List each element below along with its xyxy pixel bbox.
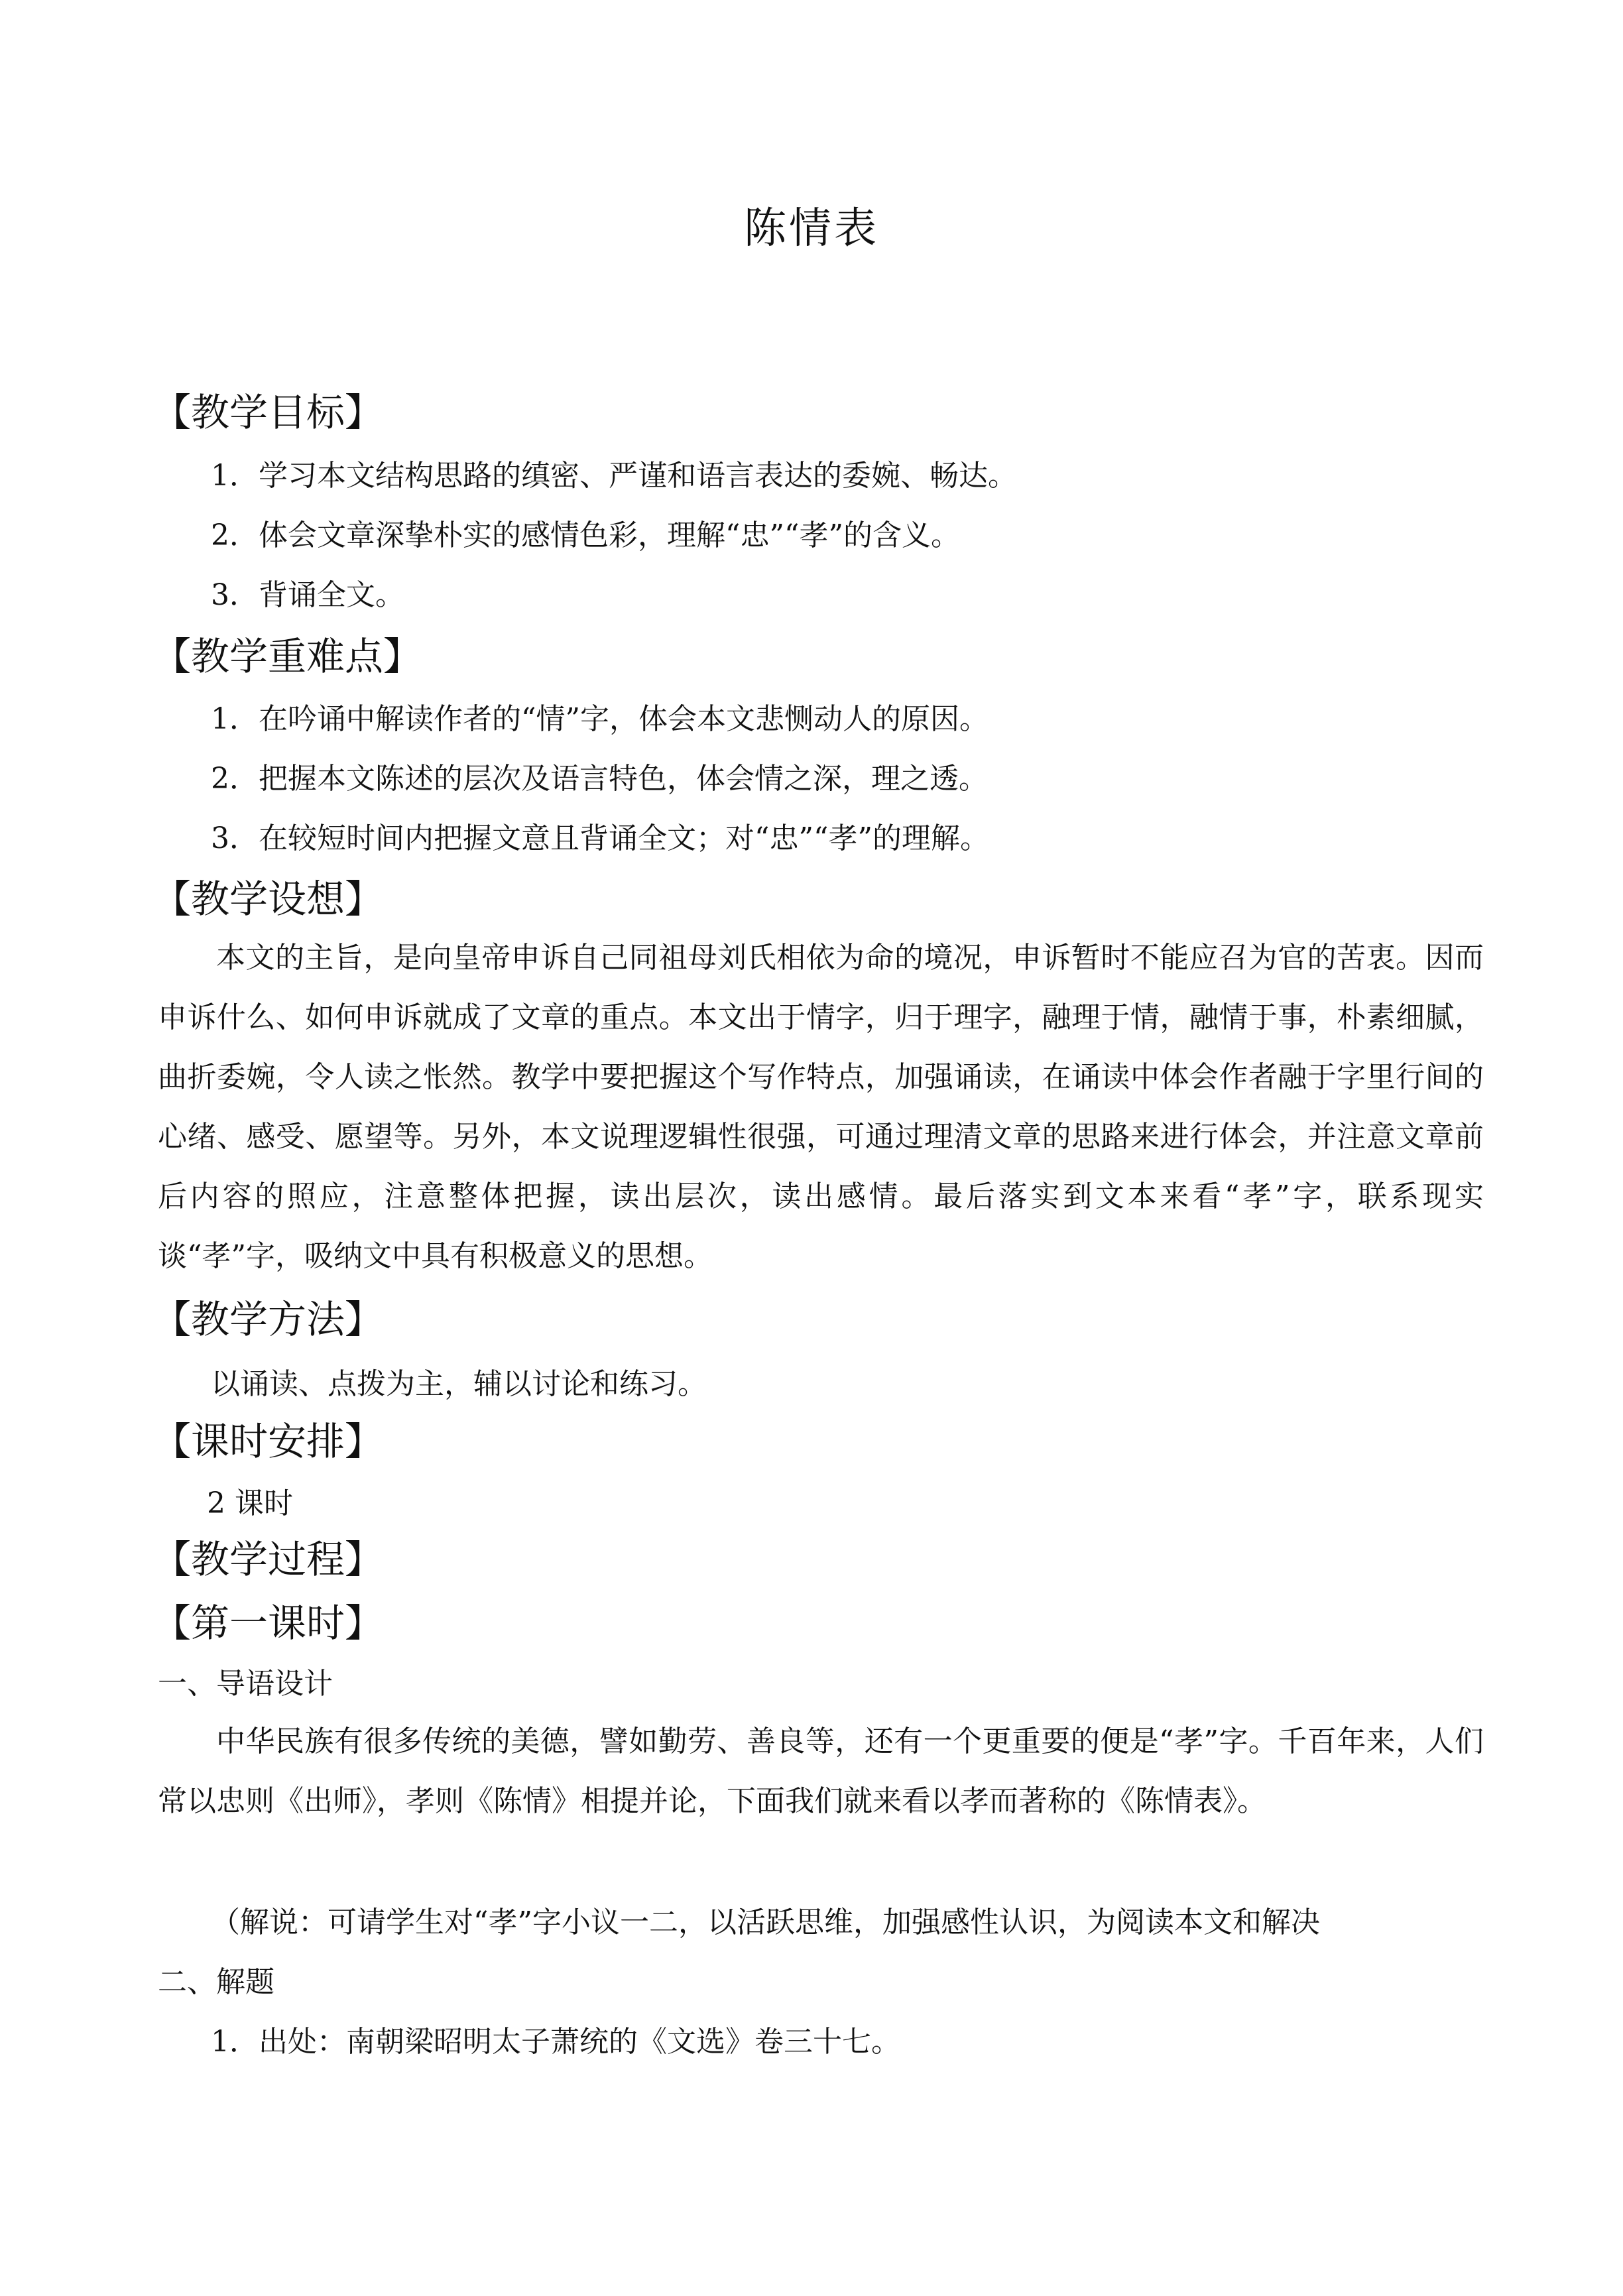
section-heading-design: 【教学设想】 [152,876,384,922]
key-point-item-2: 2．把握本文陈述的层次及语言特色，体会情之深，理之透。 [211,762,988,796]
section-heading-schedule: 【课时安排】 [152,1419,384,1464]
objective-item-2: 2．体会文章深挚朴实的感情色彩，理解“忠”“孝”的含义。 [211,518,960,552]
intro-paragraph: 中华民族有很多传统的美德，譬如勤劳、善良等，还有一个更重要的便是“孝”字。千百年来，人们常以忠则《出师》，孝则《陈情》相提并论，下面我们就来看以孝而著称的《陈情表》。 [158,1724,1484,1818]
objective-item-1: 1．学习本文结构思路的缜密、严谨和语言表达的委婉、畅达。 [211,459,1017,493]
section-heading-lesson1: 【第一课时】 [152,1601,384,1646]
key-point-item-3: 3．在较短时间内把握文意且背诵全文；对“忠”“孝”的理解。 [211,821,989,855]
schedule-text: 2 课时 [207,1486,293,1520]
topic-title: 二、解题 [158,1965,274,1999]
section-heading-method: 【教学方法】 [152,1297,384,1342]
section-heading-process: 【教学过程】 [152,1537,384,1582]
key-point-item-1: 1．在吟诵中解读作者的“情”字，体会本文悲恻动人的原因。 [211,702,989,736]
section-heading-key-points: 【教学重难点】 [152,634,422,679]
design-paragraph: 本文的主旨，是向皇帝申诉自己同祖母刘氏相依为命的境况，申诉暂时不能应召为官的苦衷。因而申诉什么、如何申诉就成了文章的重点。本文出于情字，归于理字，融理于情，融情于事，朴素细腻，曲折委婉，令人读之怅然。教学中要把握这个写作特点，加强诵读，在诵读中体会作者融于字里行间的心绪、感受、愿望等。另外，本文说理逻辑性很强，可通过理清文章的思路来进行体会，并注意文章前后内容的照应，注意整体把握，读出层次，读出感情。最后落实到文本来看“孝”字，联系现实谈“孝”字，吸纳文中具有积极意义的思想。 [158,941,1484,1273]
method-text: 以诵读、点拨为主，辅以讨论和练习。 [211,1367,707,1401]
topic-item-1: 1．出处：南朝梁昭明太子萧统的《文选》卷三十七。 [211,2025,900,2059]
objective-item-3: 3．背诵全文。 [211,578,404,612]
document-title: 陈情表 [744,204,879,253]
section-heading-objectives: 【教学目标】 [152,390,384,435]
intro-title: 一、导语设计 [158,1667,333,1701]
note-text: （解说：可请学生对“孝”字小议一二，以活跃思维，加强感性认识，为阅读本文和解决 [211,1905,1320,1939]
